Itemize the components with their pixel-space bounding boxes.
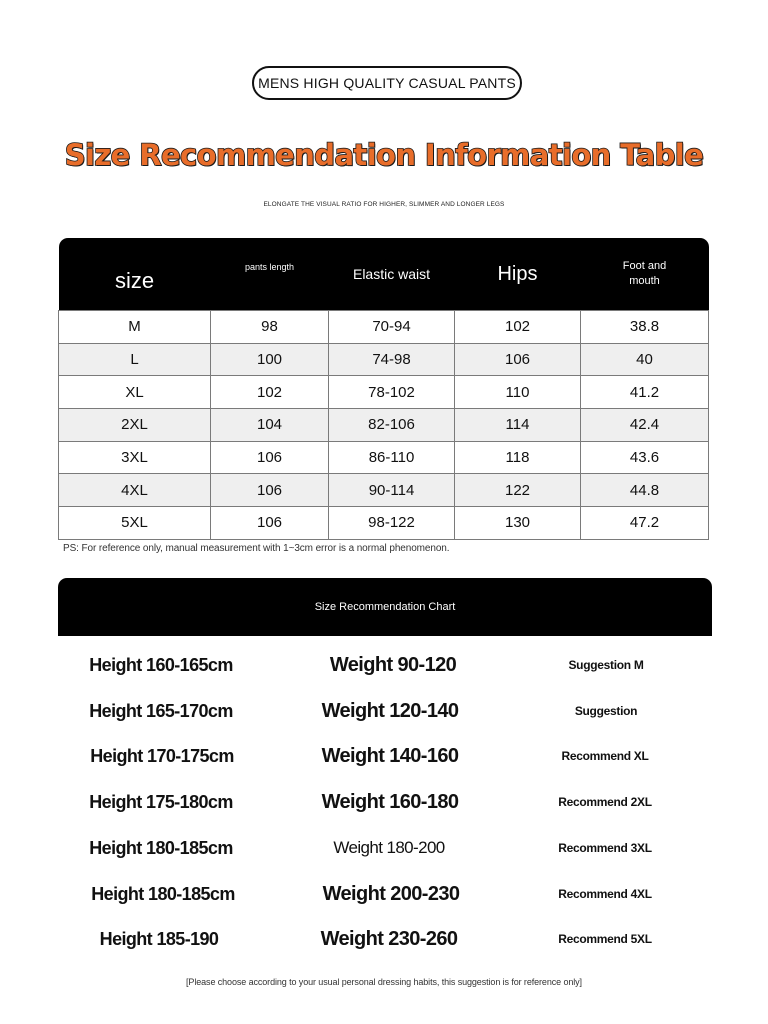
cell-elastic-waist: 74-98 — [329, 343, 455, 376]
height-range: Height 175-180cm — [89, 792, 233, 812]
cell-hips: 110 — [455, 376, 581, 409]
recommendation-row — [0, 879, 768, 909]
cell-hips: 114 — [455, 409, 581, 442]
cell-elastic-waist: 78-102 — [329, 376, 455, 409]
size-suggestion: Suggestion M — [568, 658, 644, 672]
cell-elastic-waist: 90-114 — [329, 474, 455, 507]
weight-range: Weight 230-260 — [320, 928, 458, 950]
header-size: size — [59, 238, 211, 311]
table-row — [59, 474, 709, 507]
cell-elastic-waist: 86-110 — [329, 441, 455, 474]
measurement-note: PS: For reference only, manual measurement with 1~3cm error is a normal phenomenon. — [63, 543, 450, 554]
header-pants-length: pants length — [211, 238, 329, 311]
cell-size: M — [59, 311, 211, 344]
product-badge-label: MENS HIGH QUALITY CASUAL PANTS — [258, 75, 516, 91]
height-range: Height 160-165cm — [89, 655, 233, 675]
cell-elastic-waist: 98-122 — [329, 507, 455, 540]
size-table-header-row — [59, 238, 709, 311]
cell-hips: 106 — [455, 343, 581, 376]
cell-hips: 122 — [455, 474, 581, 507]
weight-range: Weight 160-180 — [321, 791, 459, 813]
table-row — [59, 507, 709, 540]
size-suggestion: Recommend 2XL — [558, 795, 652, 809]
cell-pants-length: 106 — [211, 507, 329, 540]
cell-pants-length: 100 — [211, 343, 329, 376]
table-row — [59, 441, 709, 474]
size-suggestion: Recommend 5XL — [558, 932, 652, 946]
table-row — [59, 311, 709, 344]
size-suggestion: Recommend 3XL — [558, 841, 652, 855]
cell-hips: 102 — [455, 311, 581, 344]
table-row — [59, 409, 709, 442]
cell-foot-mouth: 38.8 — [581, 311, 709, 344]
cell-size: L — [59, 343, 211, 376]
cell-pants-length: 102 — [211, 376, 329, 409]
weight-range: Weight 200-230 — [322, 883, 460, 905]
cell-foot-mouth: 42.4 — [581, 409, 709, 442]
cell-hips: 118 — [455, 441, 581, 474]
height-range: Height 180-185cm — [89, 838, 233, 858]
cell-size: 2XL — [59, 409, 211, 442]
table-row — [59, 343, 709, 376]
cell-size: XL — [59, 376, 211, 409]
header-elastic-waist: Elastic waist — [329, 238, 455, 311]
cell-pants-length: 104 — [211, 409, 329, 442]
table-row — [59, 376, 709, 409]
recommendation-row — [0, 833, 768, 863]
recommendation-row — [0, 787, 768, 817]
product-badge — [252, 66, 522, 100]
cell-size: 3XL — [59, 441, 211, 474]
height-range: Height 185-190 — [99, 929, 219, 949]
page-title: Size Recommendation Information Table — [64, 138, 704, 172]
header-foot-mouth — [581, 238, 709, 311]
header-hips: Hips — [455, 238, 581, 311]
size-suggestion: Recommend 4XL — [558, 887, 652, 901]
chart-header — [58, 578, 712, 636]
recommendation-row — [0, 696, 768, 726]
header-foot-mouth-line1: Foot and — [622, 260, 667, 272]
size-table — [58, 238, 709, 540]
chart-title: Size Recommendation Chart — [314, 601, 456, 613]
weight-range: Weight 140-160 — [321, 745, 459, 767]
recommendation-row — [0, 924, 768, 954]
cell-elastic-waist: 70-94 — [329, 311, 455, 344]
height-range: Height 180-185cm — [91, 884, 235, 904]
cell-pants-length: 106 — [211, 441, 329, 474]
cell-foot-mouth: 40 — [581, 343, 709, 376]
weight-range: Weight 90-120 — [329, 654, 457, 676]
cell-foot-mouth: 44.8 — [581, 474, 709, 507]
cell-foot-mouth: 41.2 — [581, 376, 709, 409]
cell-size: 4XL — [59, 474, 211, 507]
size-suggestion: Suggestion — [574, 704, 638, 718]
cell-foot-mouth: 43.6 — [581, 441, 709, 474]
height-range: Height 170-175cm — [90, 746, 234, 766]
footnote: [Please choose according to your usual personal dressing habits, this suggestion is for reference only] — [186, 977, 582, 987]
cell-pants-length: 106 — [211, 474, 329, 507]
size-suggestion: Recommend XL — [561, 749, 649, 763]
header-foot-mouth-line2: mouth — [629, 275, 660, 287]
cell-pants-length: 98 — [211, 311, 329, 344]
weight-range: Weight 120-140 — [321, 700, 459, 722]
cell-size: 5XL — [59, 507, 211, 540]
page-subtitle: ELONGATE THE VISUAL RATIO FOR HIGHER, SLIMMER AND LONGER LEGS — [263, 201, 505, 208]
cell-foot-mouth: 47.2 — [581, 507, 709, 540]
weight-range: Weight 180-200 — [333, 838, 445, 857]
recommendation-row — [0, 741, 768, 771]
recommendation-row — [0, 650, 768, 680]
cell-elastic-waist: 82-106 — [329, 409, 455, 442]
height-range: Height 165-170cm — [89, 701, 233, 721]
cell-hips: 130 — [455, 507, 581, 540]
